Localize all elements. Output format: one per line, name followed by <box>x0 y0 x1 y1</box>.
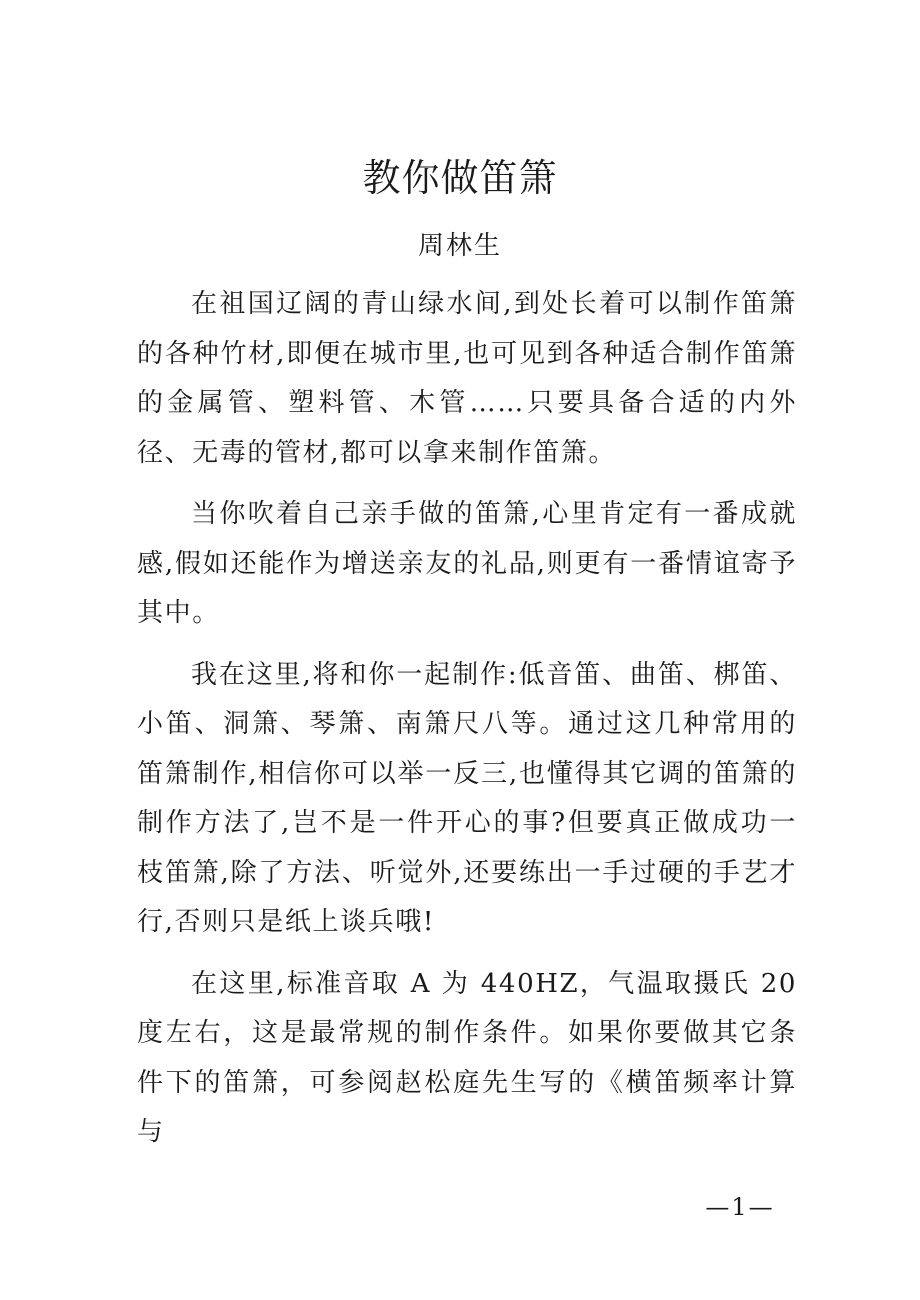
page-number: —1— <box>705 1193 775 1221</box>
paragraph-4: 在这里,标准音取 A 为 440HZ，气温取摄氏 20 度左右，这是最常规的制作条件。如果你要做其它条件下的笛箫，可参阅赵松庭先生写的《横笛频率计算与 <box>137 968 797 1147</box>
body-text <box>137 280 797 1170</box>
paragraph-1: 在祖国辽阔的青山绿水间,到处长着可以制作笛箫的各种竹材,即便在城市里,也可见到各种适合制作笛箫的金属管、塑料管、木管……只要具备合适的内外径、无毒的管材,都可以拿来制作笛箫。 <box>137 289 797 468</box>
document-title: 教你做笛箫 <box>362 156 558 200</box>
paragraph-2: 当你吹着自己亲手做的笛箫,心里肯定有一番成就感,假如还能作为增送亲友的礼品,则更有一番情谊寄予其中。 <box>137 499 797 628</box>
author-name: 周林生 <box>417 231 502 261</box>
paragraph-3: 我在这里,将和你一起制作:低音笛、曲笛、梆笛、小笛、洞箫、琴箫、南箫尺八等。通过这几种常用的笛箫制作,相信你可以举一反三,也懂得其它调的笛箫的制作方法了,岂不是一件开心的事?但要真正做成功一枝笛箫,除了方法、听觉外,还要练出一手过硬的手艺才行,否则只是纸上谈兵哦! <box>137 659 797 937</box>
